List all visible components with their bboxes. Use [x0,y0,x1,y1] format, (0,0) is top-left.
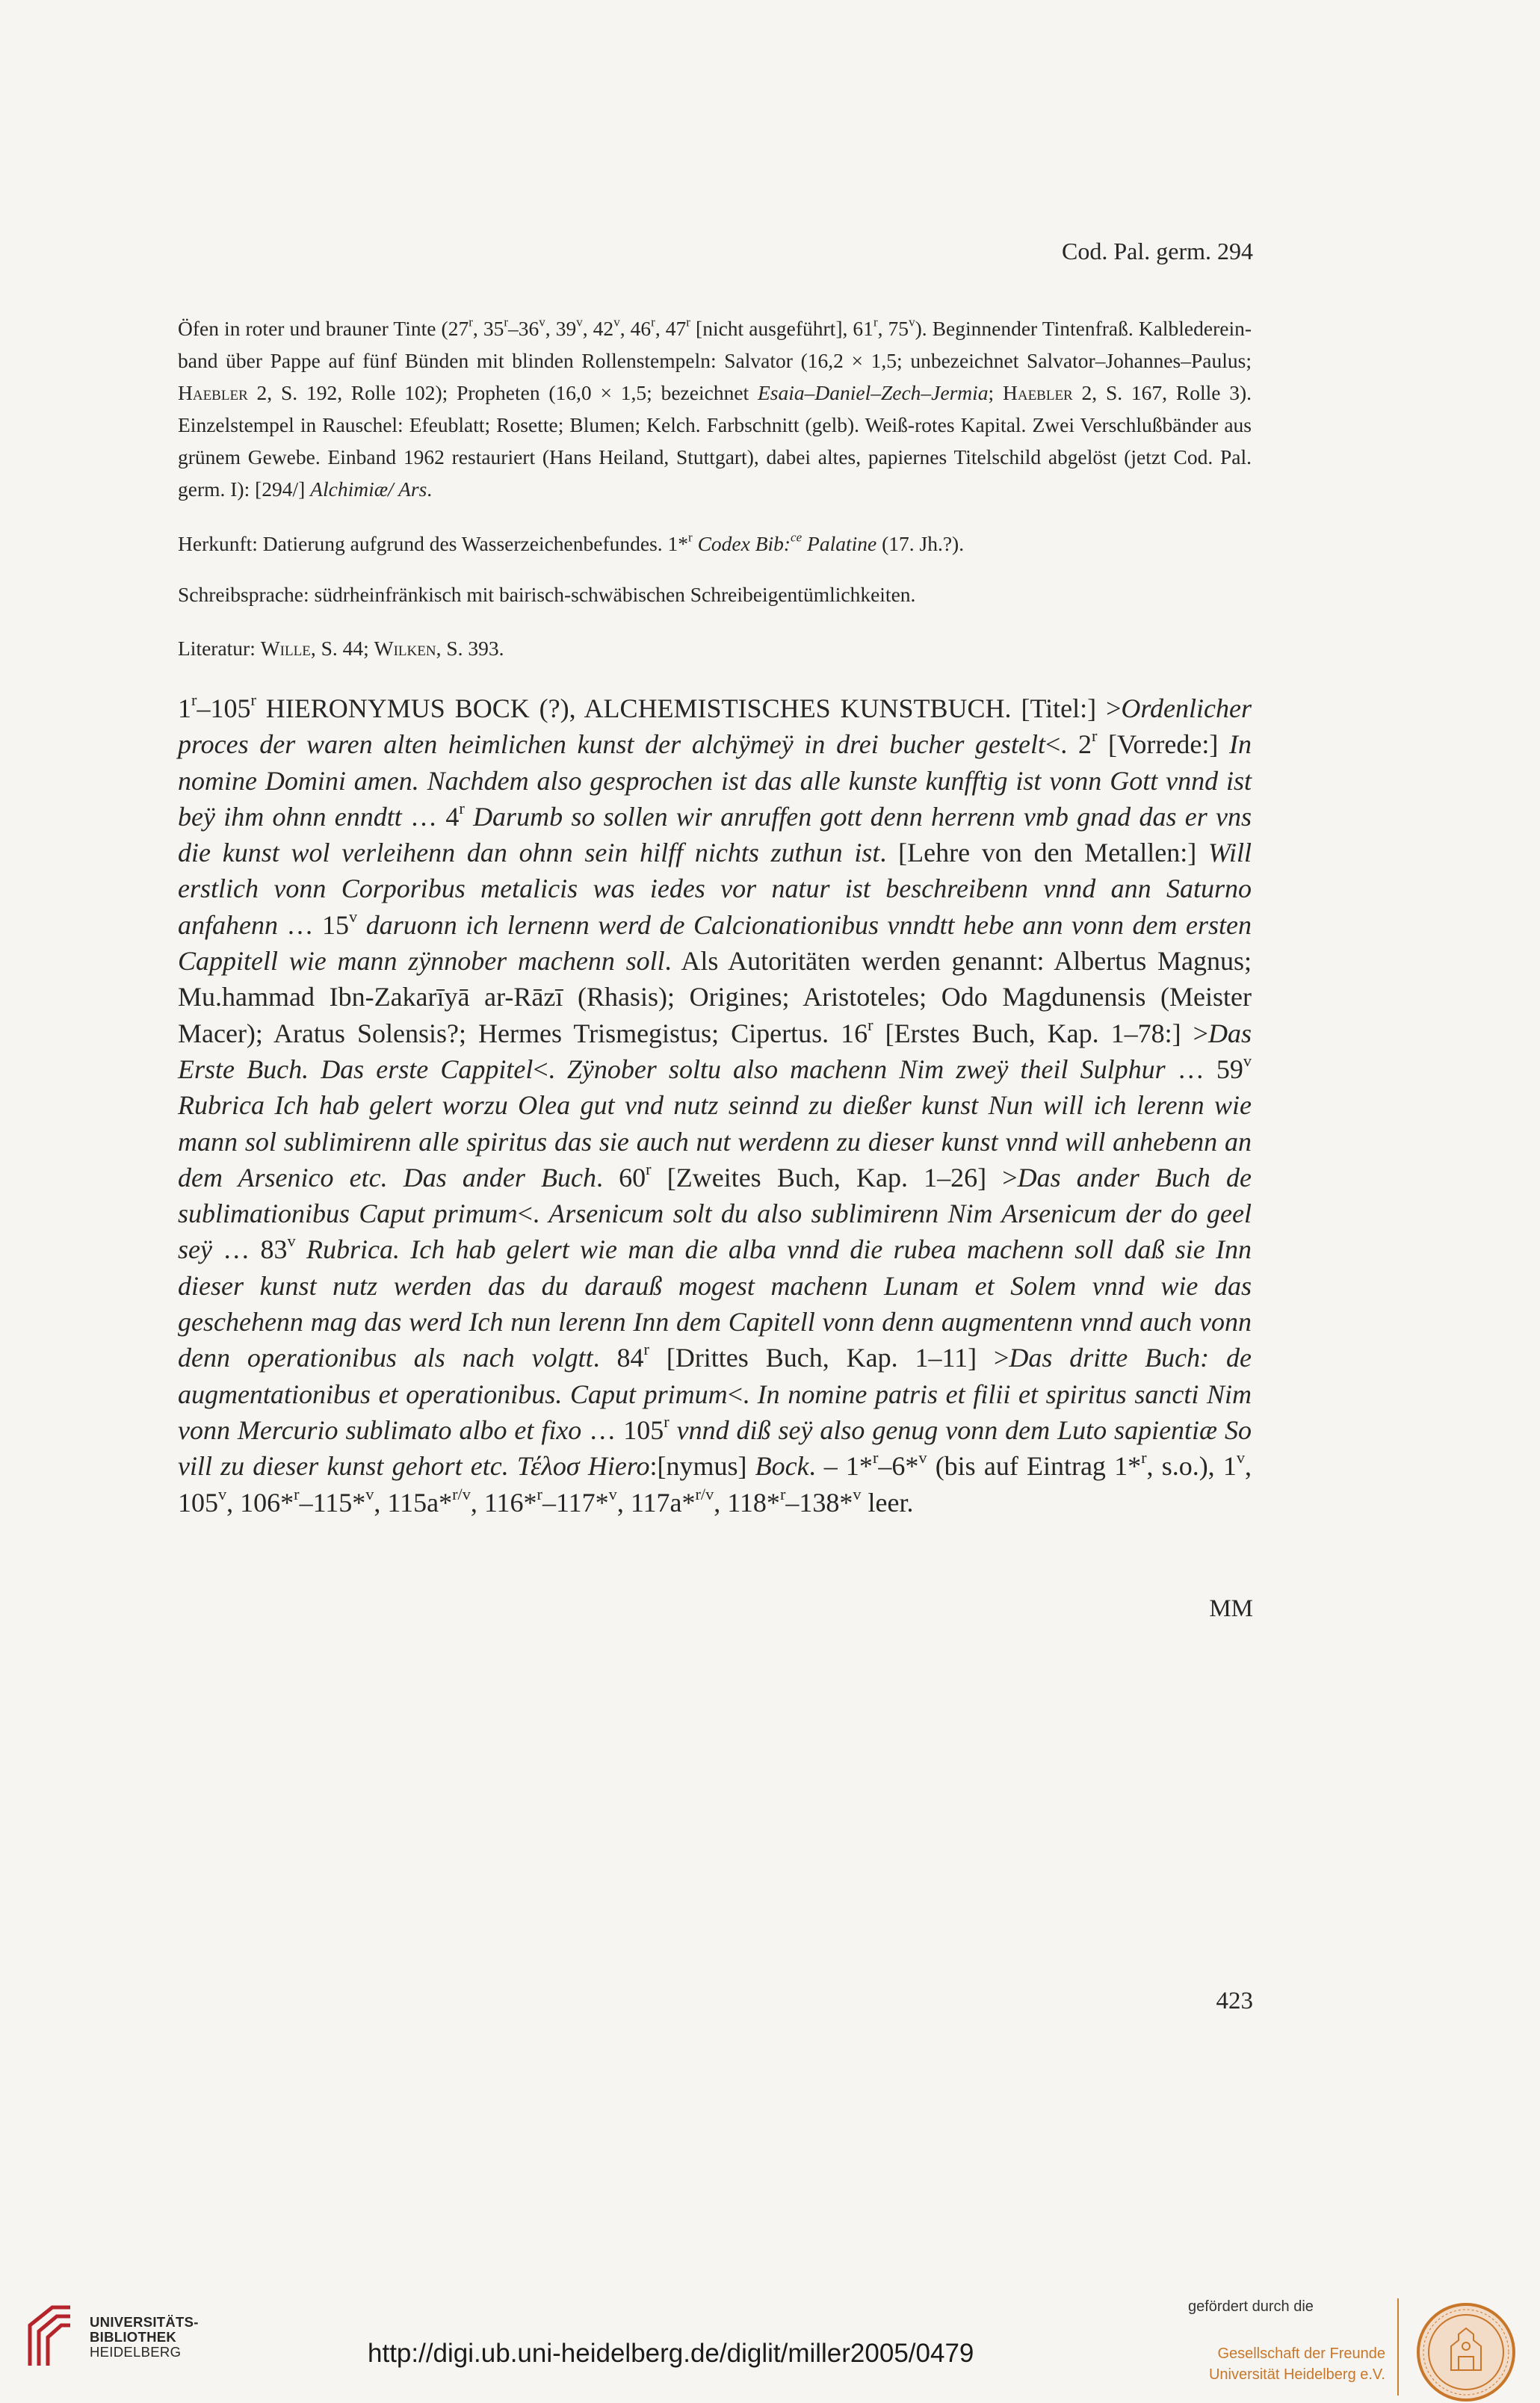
supported-by-label: gefördert durch die [1188,2298,1314,2315]
footer-divider [1397,2298,1399,2396]
main-entry: 1$^r$–105$^r$ HIERONYMUS BOCK (?), ALCHEMISTISCHES KUNSTBUCH. [Titel:] >Ordenlicher proces der waren alten heimlichen kunst der alchÿmeÿ in drei bucher gestelt<. 2$^r$ [Vorrede:] In nomine Domini amen. Nachdem also gesprochen ist das alle kunste kunfftig ist vonn Gott vnnd ist beÿ ihm ohnn enndtt … 4$^r$ Darumb so sollen wir anruffen gott denn herrenn vmb gnad das er vns die kunst wol verleihenn dan ohnn sein hilff nichts zuthun ist. [Lehre von den Metallen:] Will erstlich vonn Corporibus metalicis was iedes vor natur ist beschreibenn vnnd ann Saturno anfahenn … 15$^v$ daruonn ich lernenn werd de Calcionationibus vnndtt hebe ann vonn dem ersten Cappitell wie mann zÿnnober machenn soll. Als Autoritäten werden genannt: Albertus Magnus; Mu.hammad Ibn-Zakarīyā ar-Rāzī (Rhasis); Origines; Aristoteles; Odo Magdunensis (Meister Macer); Aratus Solensis?; Hermes Trismegistus; Cipertus. 16$^r$ [Erstes Buch, Kap. 1–78:] >Das Erste Buch. Das erste Cappitel<. Zÿnober soltu also machenn Nim zweÿ theil Sulphur … 59$^v$ Rubrica Ich hab gelert worzu Olea gut vnd nutz seinnd zu dießer kunst Nun will ich lerenn wie mann sol sublimirenn alle spiritus das sie auch nut werdenn zu dieser kunst vnnd will anhebenn an dem Arsenico etc. Das ander Buch. 60$^r$ [Zweites Buch, Kap. 1–26] >Das ander Buch de sublimationibus Caput primum<. Arsenicum solt du also sublimirenn Nim Arsenicum der do geel seÿ … 83$^v$ Rubrica. Ich hab gelert wie man die alba vnnd die rubea machenn soll daß sie Inn dieser kunst nutz werden das du darauß mogest machenn Lunam et Solem vnnd wie das geschehenn mag das werd Ich nun lerenn Inn dem Capitell vonn denn augmentenn vnnd auch vonn denn operationibus als nach volgtt. 84$^r$ [Drittes Buch, Kap. 1–11] >Das dritte Buch: de augmentationibus et operationibus. Caput primum<. In nomine patris et filii et spiritus sancti Nim vonn Mercurio sublimato albo et fixo … 105$^r$ vnnd diß seÿ also genug vonn dem Luto sapientiæ So vill zu dieser kunst gehort etc. Τέλοσ Hiero:[nymus] Bock. – 1*$^r$–6*$^v$ (bis auf Eintrag 1*$^r$, s.o.), 1$^v$, 105$^v$, 106*$^r$–115*$^v$, 115a*$^{r/v}$, 116*$^r$–117*$^v$, 117a*$^{r/v}$, 118*$^r$–138*$^v$ leer. [178,690,1252,1518]
language-paragraph: Schreibsprache: südrheinfränkisch mit bairisch-schwäbischen Schreibeigentümlichkeiten. [178,583,916,606]
university-seal-icon [1415,2301,1517,2403]
source-url-link[interactable]: http://digi.ub.uni-heidelberg.de/diglit/miller2005/0479 [368,2339,974,2368]
author-initials: MM [1209,1595,1253,1622]
library-name: UNIVERSITÄTS- BIBLIOTHEK HEIDELBERG [90,2314,199,2360]
page-number: 423 [1216,1988,1253,2014]
ub-heidelberg-logo-icon [24,2303,76,2370]
footer-bar [0,2285,1540,2400]
provenance-paragraph: Herkunft: Datierung aufgrund des Wasserzeichenbefundes. 1*$^r$ Codex Bib:$^{ce}$ Palatine (17. Jh.?). [178,530,965,555]
society-name: Gesellschaft der Freunde Universität Heidelberg e.V. [1208,2345,1385,2383]
running-header: Cod. Pal. germ. 294 [1062,238,1253,265]
literature-paragraph: Literatur: Wille, S. 44; Wilken, S. 393. [178,637,504,660]
description-paragraph: Öfen in roter und brauner Tinte (27$^r$, 35$^r$–36$^v$, 39$^v$, 42$^v$, 46$^r$, 47$^r$ [nicht ausgeführt], 61$^r$, 75$^v$). Beginnender Tintenfraß. Kalbledereinband über Pappe auf fünf Bünden mit blinden Rollenstempeln: Salvator (16,2 × 1,5; unbezeichnet Salvator–Johannes–Paulus; Haebler 2, S. 192, Rolle 102); Propheten (16,0 × 1,5; bezeichnet Esaia–Daniel–Zech–Jermia; Haebler 2, S. 167, Rolle 3). Einzelstempel in Rauschel: Efeublatt; Rosette; Blumen; Kelch. Farbschnitt (gelb). Weiß-rotes Kapital. Zwei Verschlußbänder aus grünem Gewebe. Einband 1962 restauriert (Hans Heiland, Stuttgart), dabei altes, papiernes Titelschild abgelöst (jetzt Cod. Pal. germ. I): [294/] Alchimiæ/ Ars. [178,315,1252,501]
